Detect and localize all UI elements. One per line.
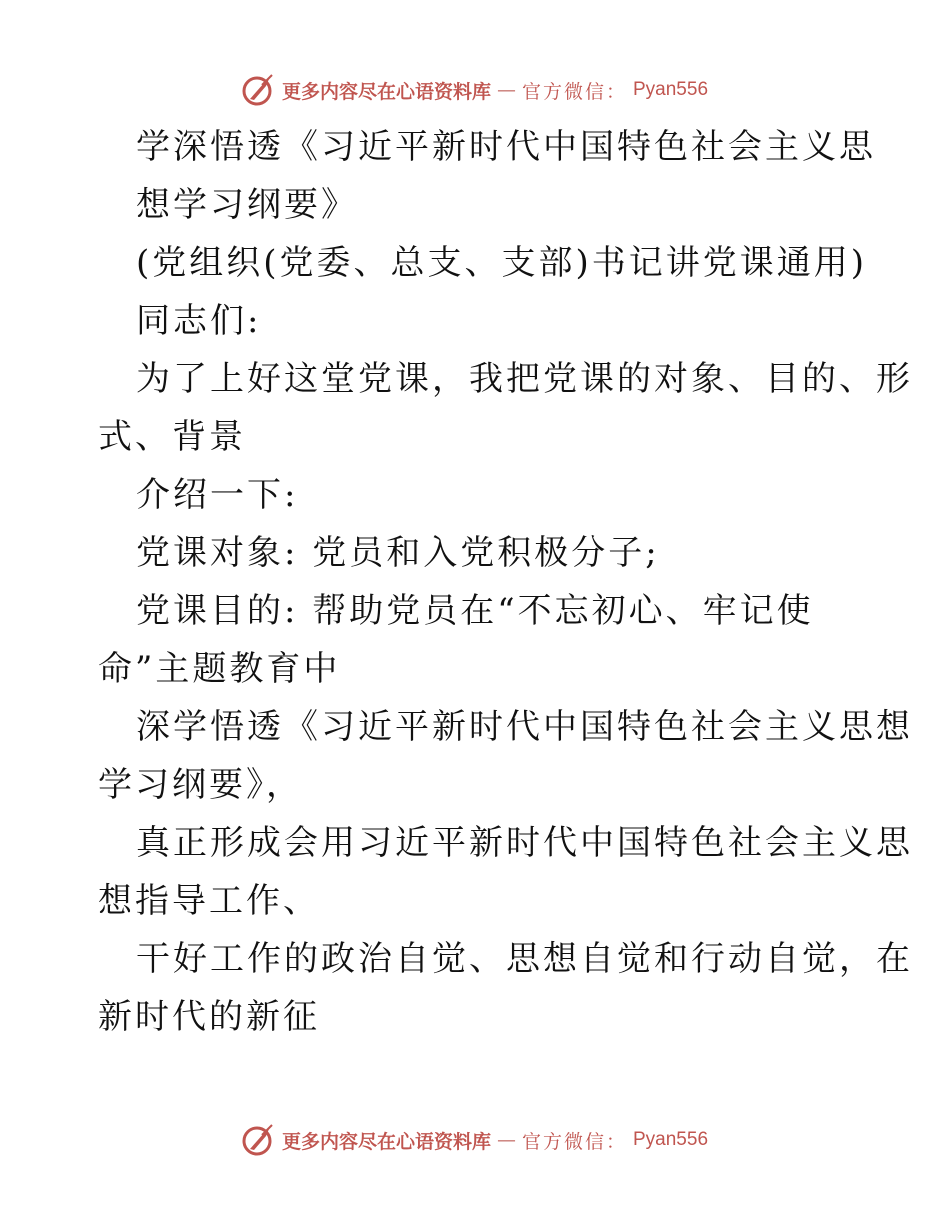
doc-line: 学深悟透《习近平新时代中国特色社会主义思: [136, 127, 876, 167]
banner-dash: —: [496, 79, 516, 101]
doc-line: 命”主题教育中: [98, 649, 341, 689]
doc-line: 深学悟透《习近平新时代中国特色社会主义思想: [136, 707, 913, 747]
banner-wechat-id: Pyan556: [633, 79, 709, 100]
banner-wechat-id: Pyan556: [633, 1129, 709, 1150]
doc-line: 想学习纲要》: [136, 185, 358, 225]
doc-line: 同志们:: [136, 301, 262, 341]
doc-line: 真正形成会用习近平新时代中国特色社会主义思: [136, 823, 913, 863]
doc-line: 介绍一下:: [136, 475, 299, 515]
header-banner: [0, 70, 950, 110]
doc-line: 党课对象: 党员和入党积极分子;: [136, 533, 660, 573]
banner-dash: —: [496, 1129, 516, 1151]
footer-banner: [0, 1120, 950, 1160]
doc-line: 想指导工作、: [98, 881, 320, 921]
banner-official-label: 官方微信：: [521, 80, 627, 103]
doc-line: 为了上好这堂党课，我把党课的对象、目的、形: [136, 359, 913, 399]
doc-line: (党组织(党委、总支、支部)书记讲党课通用): [136, 243, 868, 283]
doc-line: 干好工作的政治自觉、思想自觉和行动自觉，在: [136, 939, 913, 979]
doc-line: 式、背景: [98, 417, 246, 457]
banner-brand-text: 更多内容尽在心语资料库: [281, 1130, 491, 1153]
document-body: [98, 118, 913, 1046]
quill-pen-seal-icon: [242, 73, 276, 107]
doc-line: 新时代的新征: [98, 997, 320, 1037]
banner-brand-text: 更多内容尽在心语资料库: [281, 80, 491, 103]
doc-line: 党课目的: 帮助党员在“不忘初心、牢记使: [136, 591, 814, 631]
banner-official-label: 官方微信：: [521, 1130, 627, 1153]
doc-line: 学习纲要》，: [98, 765, 303, 805]
quill-pen-seal-icon: [242, 1123, 276, 1157]
